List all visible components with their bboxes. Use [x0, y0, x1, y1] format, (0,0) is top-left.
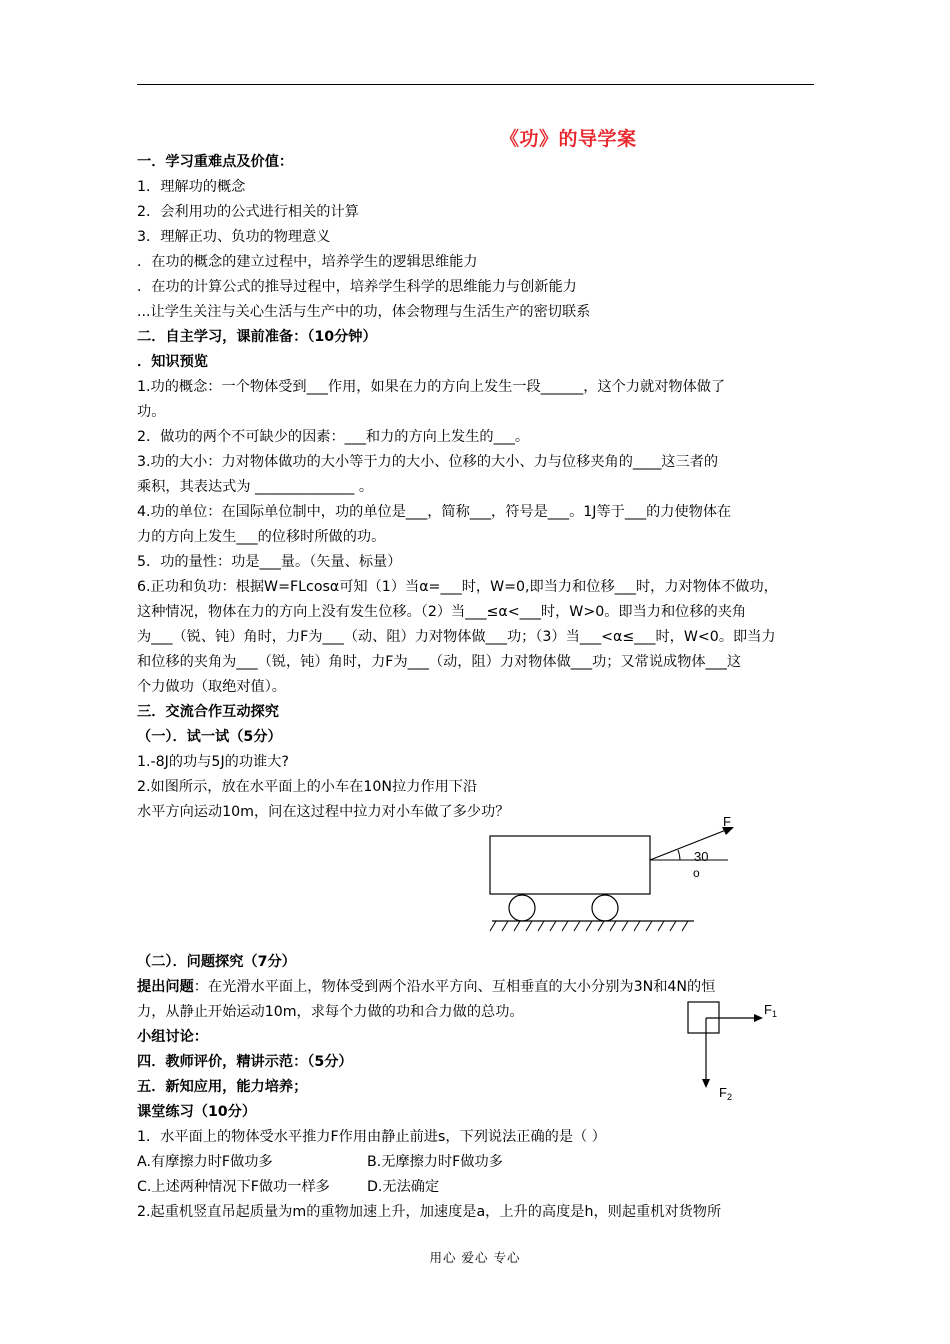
ask-text: ：在光滑水平面上，物体受到两个沿水平方向、互相垂直的大小分别为3N和4N的恒 [193, 979, 716, 995]
question-line: 个力做功（取绝对值）。 [137, 679, 286, 695]
question-line: 2.如图所示，放在水平面上的小车在10N拉力作用下沿 [137, 779, 478, 795]
arrow-head-icon [702, 1079, 710, 1088]
cart-wheel [592, 895, 618, 921]
perpendicular-forces-diagram [686, 996, 796, 1106]
f2-label: $F_2$ [719, 1085, 732, 1102]
question-line: 1.-8J的功与5J的功谁大? [137, 754, 289, 770]
ground-hatching [490, 921, 688, 931]
section-1-heading: 一．学习重难点及价值： [137, 154, 294, 170]
cart-body [490, 836, 650, 894]
question-line: 为___（锐、钝）角时，力F为___（动、阻）力对物体做___功；（3）当___<α≤___时，W<0。即当力 [137, 629, 776, 645]
page-footer: 用心 爱心 专心 [429, 1250, 521, 1265]
question-line: 2.起重机竖直吊起质量为m的重物加速上升，加速度是a，上升的高度是h，则起重机对货物所 [137, 1204, 722, 1220]
group-discussion: 小组讨论： [137, 1029, 208, 1045]
practice-heading: 课堂练习（10分） [137, 1104, 257, 1120]
page-title: 《功》的导学案 [500, 128, 637, 150]
question-line: 3.功的大小：力对物体做功的大小等于力的大小、位移的大小、力与位移夹角的____这三者的 [137, 454, 719, 470]
option-c: C.上述两种情况下F做功一样多 [137, 1179, 330, 1195]
question-line: 1.功的概念：一个物体受到___作用，如果在力的方向上发生一段______，这个力就对物体做了 [137, 379, 726, 395]
arrow-head-icon [754, 1014, 763, 1022]
question-line: 1．水平面上的物体受水平推力F作用由静止前进s，下列说法正确的是（ ） [137, 1129, 606, 1145]
question-line: 这种情况，物体在力的方向上没有发生位移。（2）当___≤α<___时，W>0。即当力和位移的夹角 [137, 604, 747, 620]
question-line: 4.功的单位：在国际单位制中，功的单位是___，简称___，符号是___。1J等于___的力使物体在 [137, 504, 732, 520]
question-line: 水平方向运动10m，问在这过程中拉力对小车做了多少功？ [137, 804, 510, 820]
cart-wheel [509, 895, 535, 921]
option-a: A.有摩擦力时F做功多 [137, 1154, 273, 1170]
question-line: 力的方向上发生___的位移时所做的功。 [137, 529, 386, 545]
cart-force-diagram [486, 808, 746, 938]
options-row [137, 1175, 817, 1200]
angle-label: 30 [694, 849, 709, 864]
knowledge-preview-heading: ．知识预览 [137, 354, 208, 370]
goal-item: 3．理解正功、负功的物理意义 [137, 229, 331, 245]
goal-item: 2．会利用功的公式进行相关的计算 [137, 204, 359, 220]
subsection-explore: （二）．问题探究（7分） [137, 954, 296, 970]
options-row [137, 1150, 817, 1175]
section-2-heading: 二．自主学习，课前准备：（10分钟） [137, 329, 377, 345]
question-line: 6.正功和负功：根据W=FLcosα可知（1）当α=___时，W=0,即当力和位移___时，力对物体不做功， [137, 579, 778, 595]
degree-mark: o [693, 866, 700, 880]
question-line: 和位移的夹角为___（锐，钝）角时，力F为___（动，阻）力对物体做___功；又常说成物体___这 [137, 654, 742, 670]
goal-item: ．在功的概念的建立过程中，培养学生的逻辑思维能力 [137, 254, 478, 270]
f1-label: $F_1$ [764, 1002, 777, 1019]
ask-label: 提出问题 [137, 979, 194, 995]
subsection-try: （一）．试一试（5分） [137, 729, 282, 745]
option-b: B.无摩擦力时F做功多 [367, 1154, 503, 1170]
angle-arc [678, 850, 680, 860]
question-line: 功。 [137, 404, 166, 420]
goal-item: ...让学生关注与关心生活与生产中的功，体会物理与生活生产的密切联系 [137, 304, 591, 320]
section-3-heading: 三．交流合作互动探究 [137, 704, 279, 720]
question-line: 力，从静止开始运动10m，求每个力做的功和合力做的总功。 [137, 1004, 524, 1020]
question-line: 乘积，其表达式为 ______________ 。 [137, 479, 374, 495]
section-4-heading: 四．教师评价，精讲示范：（5分） [137, 1054, 353, 1070]
force-vector [650, 830, 726, 860]
question-line: 5．功的量性：功是___量。（矢量、标量） [137, 554, 402, 570]
goal-item: 1．理解功的概念 [137, 179, 246, 195]
question-line: 2．做功的两个不可缺少的因素：___和力的方向上发生的___。 [137, 429, 530, 445]
force-label: F [723, 814, 731, 829]
option-d: D.无法确定 [367, 1179, 440, 1195]
section-5-heading: 五．新知应用，能力培养； [137, 1079, 308, 1095]
header-rule [137, 84, 814, 85]
goal-item: ．在功的计算公式的推导过程中，培养学生科学的思维能力与创新能力 [137, 279, 577, 295]
